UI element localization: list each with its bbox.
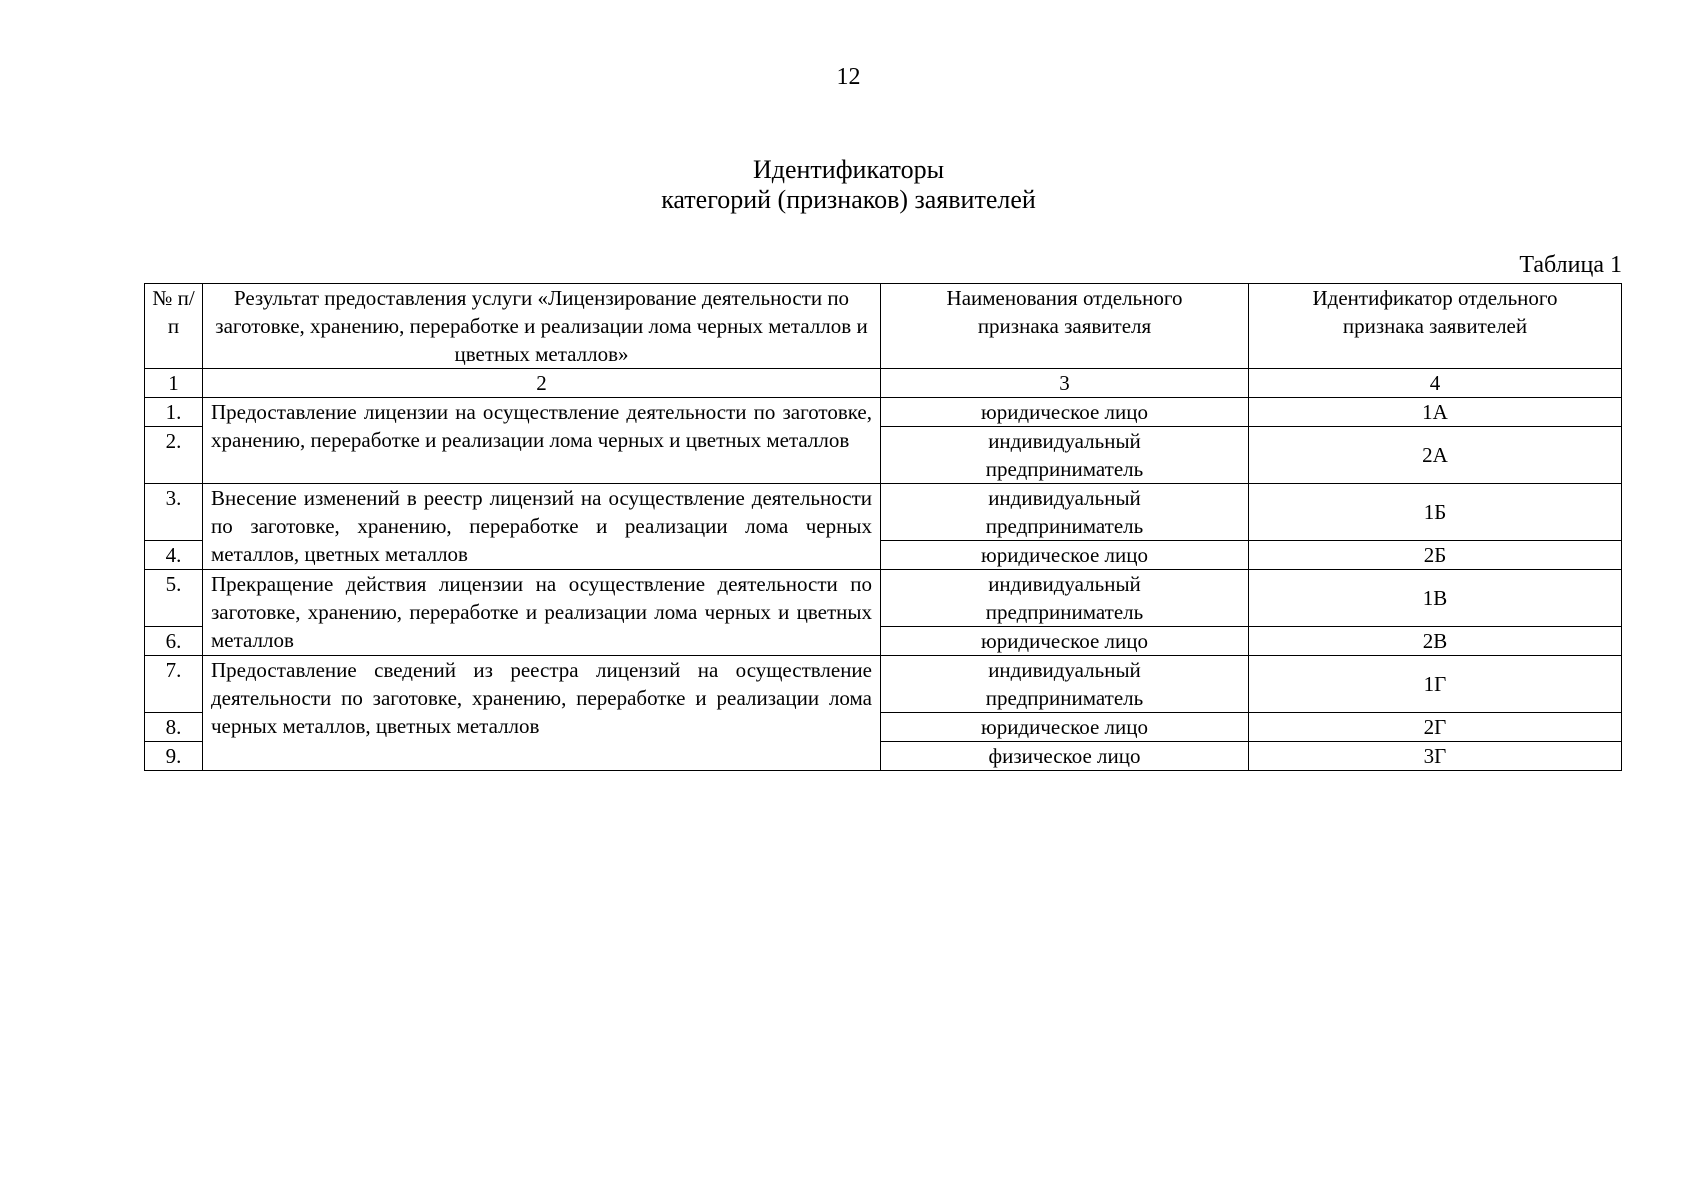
column-index-row bbox=[145, 369, 1622, 398]
header-id: Идентификатор отдельного признака заявителей bbox=[1249, 284, 1622, 369]
result-cell: Предоставление лицензии на осуществление деятельности по заготовке, хранению, переработке и реализации лома черных и цветных металлов bbox=[203, 398, 881, 484]
result-cell: Прекращение действия лицензии на осуществление деятельности по заготовке, хранению, переработке и реализации лома черных и цветных металлов bbox=[203, 570, 881, 656]
applicant-id: 1А bbox=[1249, 398, 1622, 427]
row-num: 5. bbox=[145, 570, 203, 627]
applicant-name: юридическое лицо bbox=[881, 398, 1249, 427]
row-num: 8. bbox=[145, 713, 203, 742]
applicant-id: 3Г bbox=[1249, 742, 1622, 771]
page-number: 12 bbox=[836, 64, 861, 90]
applicant-name: индивидуальный предприниматель bbox=[881, 570, 1249, 627]
table-header-row bbox=[145, 284, 1622, 369]
header-name: Наименования отдельного признака заявителя bbox=[881, 284, 1249, 369]
row-num: 4. bbox=[145, 541, 203, 570]
header-num: № п/п bbox=[145, 284, 203, 369]
table-caption: Таблица 1 bbox=[1519, 252, 1622, 278]
column-index-3: 3 bbox=[881, 369, 1249, 398]
result-cell: Внесение изменений в реестр лицензий на осуществление деятельности по заготовке, хранению, переработке и реализации лома черных металлов, цветных металлов bbox=[203, 484, 881, 570]
row-num: 3. bbox=[145, 484, 203, 541]
title-line-1: Идентификаторы bbox=[752, 155, 945, 184]
header-result: Результат предоставления услуги «Лицензирование деятельности по заготовке, хранению, переработке и реализации лома черных металлов и цветных металлов» bbox=[203, 284, 881, 369]
applicant-name: индивидуальный предприниматель bbox=[881, 484, 1249, 541]
applicant-name: физическое лицо bbox=[881, 742, 1249, 771]
applicant-name: индивидуальный предприниматель bbox=[881, 427, 1249, 484]
applicant-name: индивидуальный предприниматель bbox=[881, 656, 1249, 713]
applicant-id: 2Г bbox=[1249, 713, 1622, 742]
title-line-2: категорий (признаков) заявителей bbox=[661, 185, 1036, 214]
table-row bbox=[145, 656, 1622, 713]
identifiers-table bbox=[144, 283, 1622, 771]
applicant-id: 1В bbox=[1249, 570, 1622, 627]
result-cell: Предоставление сведений из реестра лицензий на осуществление деятельности по заготовке, хранению, переработке и реализации лома черных металлов, цветных металлов bbox=[203, 656, 881, 771]
row-num: 7. bbox=[145, 656, 203, 713]
table-row bbox=[145, 570, 1622, 627]
table-row bbox=[145, 398, 1622, 427]
document-title bbox=[0, 155, 1697, 215]
applicant-name: юридическое лицо bbox=[881, 627, 1249, 656]
applicant-id: 2А bbox=[1249, 427, 1622, 484]
applicant-name: юридическое лицо bbox=[881, 713, 1249, 742]
applicant-id: 1Г bbox=[1249, 656, 1622, 713]
row-num: 6. bbox=[145, 627, 203, 656]
row-num: 2. bbox=[145, 427, 203, 484]
applicant-id: 2Б bbox=[1249, 541, 1622, 570]
column-index-4: 4 bbox=[1249, 369, 1622, 398]
column-index-1: 1 bbox=[145, 369, 203, 398]
row-num: 9. bbox=[145, 742, 203, 771]
applicant-id: 2В bbox=[1249, 627, 1622, 656]
applicant-name: юридическое лицо bbox=[881, 541, 1249, 570]
row-num: 1. bbox=[145, 398, 203, 427]
table-row bbox=[145, 484, 1622, 541]
column-index-2: 2 bbox=[203, 369, 881, 398]
applicant-id: 1Б bbox=[1249, 484, 1622, 541]
